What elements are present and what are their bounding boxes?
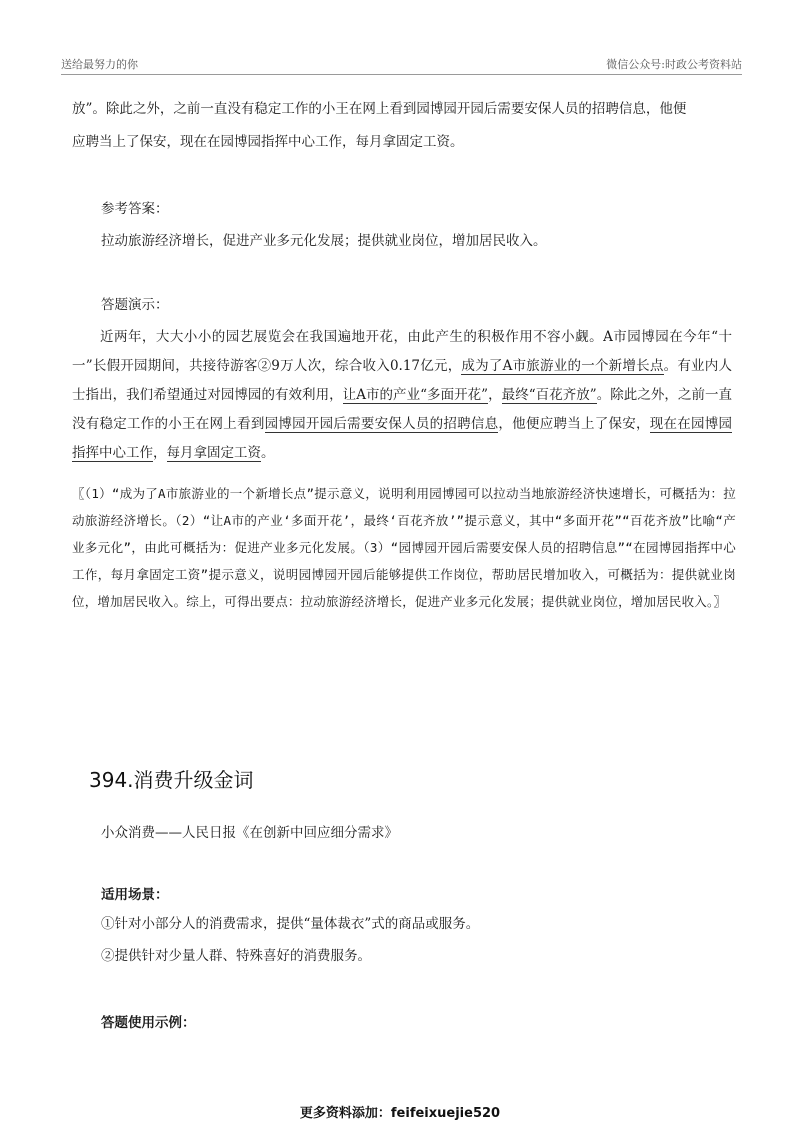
- demo-underline: 最终“百花齐放”: [501, 387, 597, 403]
- demo-text: 。: [261, 445, 275, 461]
- section-title: 394.消费升级金词: [89, 768, 254, 792]
- demo-text: ，: [153, 445, 167, 461]
- demo-text: ，他便应聘当上了保安，: [498, 416, 650, 432]
- demo-text: 。除此之外，之前一直没有稳定工作的小王在网上看到: [72, 387, 733, 432]
- demo-underline: 每月拿固定工资: [166, 445, 261, 461]
- demo-text: 近两年，大大小小的园艺展览会在我国遍地开花，由此产生的积极作用不容小觑。A市园博园在今年“十一”长假开园期间，共接待游客②9万人次，综合收入0.17亿元，: [72, 329, 732, 374]
- example-label: 答题使用示例：: [101, 1015, 196, 1031]
- demo-label: 答题演示：: [101, 297, 169, 313]
- demo-text: 。有业内人士指出，我们希望通过对园博园的有效利用，: [72, 358, 733, 403]
- demo-text: ，: [488, 387, 502, 403]
- scene-item-1: ①针对小部分人的消费需求，提供“量体裁衣”式的商品或服务。: [101, 916, 480, 932]
- page-header: [61, 52, 742, 75]
- demo-underline: 现在在园博园指挥中心工作: [72, 416, 733, 461]
- page-footer: 更多资料添加：feifeixuejie520: [299, 1106, 501, 1121]
- top-paragraph-line1: 放”。除此之外，之前一直没有稳定工作的小王在网上看到园博园开园后需要安保人员的招聘信息，他便: [72, 101, 687, 117]
- demo-paragraph: [72, 323, 732, 468]
- reference-label: 参考答案：: [101, 201, 169, 217]
- scene-label: 适用场景：: [101, 887, 169, 903]
- demo-underline: 成为了A市旅游业的一个新增长点: [461, 358, 664, 374]
- top-paragraph-line2: 应聘当上了保安，现在在园博园指挥中心工作，每月拿固定工资。: [72, 134, 464, 150]
- reference-answer: 拉动旅游经济增长，促进产业多元化发展；提供就业岗位，增加居民收入。: [101, 233, 547, 249]
- scene-item-2: ②提供针对少量人群、特殊喜好的消费服务。: [101, 948, 371, 964]
- header-right-text: 微信公众号:时政公考资料站: [606, 58, 742, 71]
- explanation-note: 〖（1）“成为了A市旅游业的一个新增长点”提示意义，说明利用园博园可以拉动当地旅游经济快速增长，可概括为：拉动旅游经济增长。（2）“让A市的产业‘多面开花’，最终‘百花齐放’”提示意义，其中“多面开花”“百花齐放”比喻“产业多元化”，由此可概括为：促进产业多元化发展。（3）“园博园开园后需要安保人员的招聘信息”“在园博园指挥中心工作，每月拿固定工资”提示意义，说明园博园开园后能够提供工作岗位，帮助居民增加收入，可概括为：提供就业岗位，增加居民收入。综上，可得出要点：拉动旅游经济增长，促进产业多元化发展；提供就业岗位，增加居民收入。〗: [72, 486, 736, 609]
- section-source: 小众消费——人民日报《在创新中回应细分需求》: [101, 825, 398, 841]
- header-left-text: 送给最努力的你: [61, 58, 138, 71]
- demo-underline: 让A市的产业“多面开花”: [342, 387, 489, 403]
- demo-underline: 园博园开园后需要安保人员的招聘信息: [264, 416, 499, 432]
